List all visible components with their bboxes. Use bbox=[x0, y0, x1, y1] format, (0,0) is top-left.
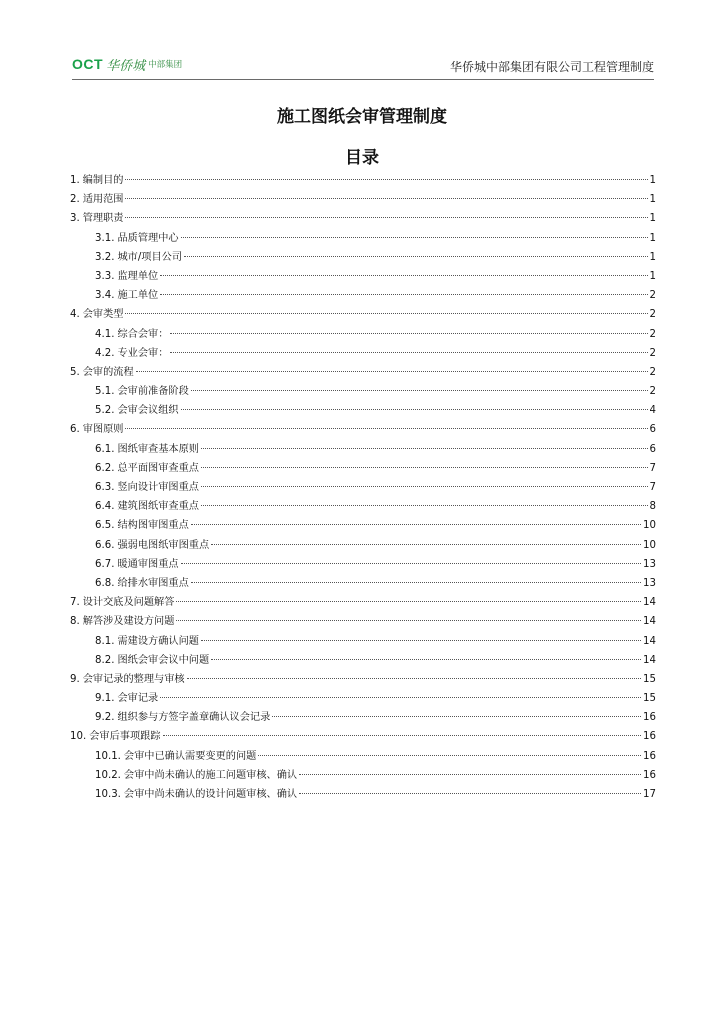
toc-entry[interactable] bbox=[70, 459, 656, 478]
toc-entry-label: 会审记录的整理与审核 bbox=[82, 673, 185, 685]
toc-entry-label: 建筑图纸审查重点 bbox=[117, 501, 199, 513]
toc-entry-label: 总平面图审查重点 bbox=[117, 462, 199, 474]
toc-entry-page: 6 bbox=[649, 424, 656, 436]
toc-dot-leader bbox=[201, 640, 641, 641]
toc-dot-leader bbox=[136, 371, 648, 372]
toc-entry[interactable] bbox=[70, 670, 656, 689]
toc-entry-page: 4 bbox=[649, 405, 656, 417]
toc-entry[interactable] bbox=[70, 766, 656, 785]
toc-entry-page: 1 bbox=[649, 213, 656, 225]
toc-entry-page: 2 bbox=[649, 386, 656, 398]
toc-entry-label: 组织参与方签字盖章确认议会记录 bbox=[117, 712, 271, 724]
toc-entry-number: 8.2. bbox=[95, 654, 115, 666]
toc-dot-leader bbox=[201, 505, 648, 506]
toc-entry-number: 4.2. bbox=[95, 347, 115, 359]
toc-entry-page: 16 bbox=[643, 750, 656, 762]
toc-entry-number: 4.1. bbox=[95, 328, 115, 340]
toc-entry-page: 2 bbox=[649, 290, 656, 302]
toc-entry-page: 15 bbox=[643, 673, 656, 685]
toc-entry-page: 13 bbox=[643, 558, 656, 570]
toc-entry-page: 2 bbox=[649, 366, 656, 378]
toc-entry-number: 6.1. bbox=[95, 443, 115, 455]
toc-entry-label: 会审中已确认需要变更的问题 bbox=[123, 750, 257, 762]
toc-entry-label: 管理职责 bbox=[82, 213, 124, 225]
toc-entry-number: 8. bbox=[70, 616, 80, 628]
toc-entry-page: 2 bbox=[649, 309, 656, 321]
logo-brand-text: 华侨城 bbox=[106, 58, 146, 74]
toc-entry-label: 编制目的 bbox=[82, 175, 124, 186]
toc-entry-number: 10.1. bbox=[95, 750, 121, 762]
toc-entry-label: 品质管理中心 bbox=[117, 232, 179, 244]
toc-entry[interactable] bbox=[70, 689, 656, 708]
toc-entry[interactable] bbox=[70, 440, 656, 459]
toc-entry-label: 施工单位 bbox=[117, 290, 159, 302]
toc-entry-page: 13 bbox=[643, 577, 656, 589]
toc-entry-label: 适用范围 bbox=[82, 194, 124, 206]
toc-entry-page: 7 bbox=[649, 462, 656, 474]
toc-entry[interactable] bbox=[70, 344, 656, 363]
toc-entry-number: 3. bbox=[70, 213, 80, 225]
toc-entry-page: 16 bbox=[643, 769, 656, 781]
toc-entry[interactable] bbox=[70, 727, 656, 746]
toc-entry-number: 10.3. bbox=[95, 789, 121, 800]
page-header bbox=[72, 52, 654, 78]
toc-entry[interactable] bbox=[70, 363, 656, 382]
toc-entry-page: 2 bbox=[649, 328, 656, 340]
toc-dot-leader bbox=[187, 678, 641, 679]
toc-entry-label: 专业会审： bbox=[117, 347, 169, 359]
toc-entry[interactable] bbox=[70, 267, 656, 286]
toc-entry[interactable] bbox=[70, 516, 656, 535]
toc-entry[interactable] bbox=[70, 171, 656, 190]
toc-entry[interactable] bbox=[70, 286, 656, 305]
toc-entry-number: 6. bbox=[70, 424, 80, 436]
toc-dot-leader bbox=[160, 697, 641, 698]
toc-entry-label: 综合会审： bbox=[117, 328, 169, 340]
toc-entry-label: 图纸会审会议中问题 bbox=[117, 654, 210, 666]
toc-dot-leader bbox=[201, 448, 648, 449]
toc-entry-number: 9.2. bbox=[95, 712, 115, 724]
toc-entry-number: 10.2. bbox=[95, 769, 121, 781]
toc-entry-label: 给排水审图重点 bbox=[117, 577, 189, 589]
toc-entry[interactable] bbox=[70, 747, 656, 766]
toc-entry[interactable] bbox=[70, 497, 656, 516]
toc-entry[interactable] bbox=[70, 708, 656, 727]
toc-dot-leader bbox=[181, 237, 648, 238]
toc-entry-number: 7. bbox=[70, 597, 80, 609]
toc-heading: 目录 bbox=[345, 148, 379, 168]
toc-entry-page: 16 bbox=[643, 731, 656, 743]
toc-dot-leader bbox=[163, 735, 642, 736]
toc-entry-number: 6.2. bbox=[95, 462, 115, 474]
toc-entry-number: 4. bbox=[70, 309, 80, 321]
toc-entry-number: 5.1. bbox=[95, 386, 115, 398]
toc-entry[interactable] bbox=[70, 420, 656, 439]
toc-dot-leader bbox=[160, 275, 647, 276]
toc-dot-leader bbox=[125, 217, 647, 218]
toc-entry-page: 10 bbox=[643, 520, 656, 532]
toc-dot-leader bbox=[211, 659, 641, 660]
toc-dot-leader bbox=[201, 486, 648, 487]
toc-entry-page: 1 bbox=[649, 232, 656, 244]
toc-entry-number: 6.6. bbox=[95, 539, 115, 551]
toc-dot-leader bbox=[184, 256, 648, 257]
toc-entry-page: 14 bbox=[643, 616, 656, 628]
table-of-contents bbox=[70, 171, 656, 804]
toc-entry-number: 9. bbox=[70, 673, 80, 685]
document-title: 施工图纸会审管理制度 bbox=[277, 107, 447, 127]
toc-entry-number: 6.3. bbox=[95, 482, 115, 493]
toc-entry-label: 强弱电图纸审图重点 bbox=[117, 539, 210, 551]
toc-entry-label: 会审中尚未确认的设计问题审核、确认 bbox=[123, 789, 298, 800]
toc-entry-label: 需建设方确认问题 bbox=[117, 635, 199, 647]
toc-dot-leader bbox=[201, 467, 648, 468]
toc-entry[interactable] bbox=[70, 536, 656, 555]
toc-entry-label: 会审类型 bbox=[82, 309, 124, 321]
toc-entry-label: 设计交底及问题解答 bbox=[82, 597, 175, 609]
toc-entry[interactable] bbox=[70, 190, 656, 209]
toc-entry[interactable] bbox=[70, 478, 656, 497]
toc-entry[interactable] bbox=[70, 229, 656, 248]
toc-entry-label: 会审前准备阶段 bbox=[117, 386, 189, 398]
toc-entry-page: 1 bbox=[649, 194, 656, 206]
toc-entry-page: 14 bbox=[643, 597, 656, 609]
toc-dot-leader bbox=[125, 198, 647, 199]
toc-entry-label: 会审记录 bbox=[117, 693, 159, 705]
toc-entry[interactable] bbox=[70, 785, 656, 804]
toc-dot-leader bbox=[125, 179, 647, 180]
toc-dot-leader bbox=[181, 563, 641, 564]
toc-dot-leader bbox=[176, 620, 641, 621]
toc-entry[interactable] bbox=[70, 248, 656, 267]
toc-entry-label: 竖向设计审图重点 bbox=[117, 482, 199, 493]
toc-dot-leader bbox=[170, 352, 647, 353]
toc-dot-leader bbox=[191, 524, 641, 525]
toc-dot-leader bbox=[125, 428, 647, 429]
toc-entry-label: 审图原则 bbox=[82, 424, 124, 436]
toc-entry-page: 1 bbox=[649, 175, 656, 186]
toc-entry-page: 1 bbox=[649, 251, 656, 263]
toc-entry[interactable] bbox=[70, 401, 656, 420]
toc-entry-number: 8.1. bbox=[95, 635, 115, 647]
logo-oct-text: OCT bbox=[72, 56, 104, 72]
company-logo bbox=[72, 54, 182, 74]
logo-sub-text: 中部集团 bbox=[148, 60, 183, 70]
toc-entry[interactable] bbox=[70, 209, 656, 228]
toc-entry-number: 9.1. bbox=[95, 693, 115, 705]
toc-entry-number: 3.3. bbox=[95, 270, 115, 282]
toc-dot-leader bbox=[299, 793, 641, 794]
toc-entry-label: 监理单位 bbox=[117, 270, 159, 282]
toc-dot-leader bbox=[181, 409, 648, 410]
toc-entry-number: 10. bbox=[70, 731, 87, 743]
toc-entry-label: 解答涉及建设方问题 bbox=[82, 616, 175, 628]
toc-entry-label: 结构图审图重点 bbox=[117, 520, 189, 532]
toc-entry[interactable] bbox=[70, 574, 656, 593]
toc-entry-label: 城市/项目公司 bbox=[117, 251, 183, 263]
toc-dot-leader bbox=[211, 544, 641, 545]
toc-dot-leader bbox=[191, 390, 648, 391]
toc-entry-number: 5. bbox=[70, 366, 80, 378]
toc-dot-leader bbox=[125, 313, 647, 314]
toc-entry-label: 图纸审查基本原则 bbox=[117, 443, 199, 455]
toc-entry-label: 会审会议组织 bbox=[117, 405, 179, 417]
toc-entry[interactable] bbox=[70, 632, 656, 651]
toc-entry[interactable] bbox=[70, 612, 656, 631]
toc-entry-page: 14 bbox=[643, 654, 656, 666]
toc-dot-leader bbox=[272, 716, 641, 717]
toc-entry-number: 6.4. bbox=[95, 501, 115, 513]
toc-entry[interactable] bbox=[70, 325, 656, 344]
toc-entry-page: 17 bbox=[643, 789, 656, 800]
toc-entry-number: 5.2. bbox=[95, 405, 115, 417]
toc-dot-leader bbox=[299, 774, 641, 775]
toc-entry-number: 3.1. bbox=[95, 232, 115, 244]
toc-entry-page: 10 bbox=[643, 539, 656, 551]
toc-entry[interactable] bbox=[70, 305, 656, 324]
toc-entry-page: 7 bbox=[649, 482, 656, 493]
toc-entry-number: 1. bbox=[70, 175, 80, 186]
toc-entry-page: 2 bbox=[649, 347, 656, 359]
toc-entry-number: 6.5. bbox=[95, 520, 115, 532]
toc-entry-label: 会审的流程 bbox=[82, 366, 134, 378]
company-name: 华侨城中部集团有限公司工程管理制度 bbox=[449, 60, 654, 74]
toc-entry-number: 6.7. bbox=[95, 558, 115, 570]
toc-entry[interactable] bbox=[70, 382, 656, 401]
toc-entry-number: 3.2. bbox=[95, 251, 115, 263]
toc-entry-label: 会审后事项跟踪 bbox=[89, 731, 161, 743]
toc-dot-leader bbox=[176, 601, 641, 602]
header-divider bbox=[72, 79, 654, 80]
toc-dot-leader bbox=[191, 582, 641, 583]
toc-entry-page: 16 bbox=[643, 712, 656, 724]
toc-entry-page: 8 bbox=[649, 501, 656, 513]
toc-entry[interactable] bbox=[70, 593, 656, 612]
toc-dot-leader bbox=[258, 755, 641, 756]
toc-entry-page: 6 bbox=[649, 443, 656, 455]
toc-entry-label: 会审中尚未确认的施工问题审核、确认 bbox=[123, 769, 298, 781]
toc-entry-page: 15 bbox=[643, 693, 656, 705]
toc-entry-number: 2. bbox=[70, 194, 80, 206]
toc-dot-leader bbox=[170, 333, 647, 334]
toc-entry-page: 14 bbox=[643, 635, 656, 647]
toc-entry-label: 暖通审图重点 bbox=[117, 558, 179, 570]
toc-entry-number: 6.8. bbox=[95, 577, 115, 589]
toc-entry[interactable] bbox=[70, 555, 656, 574]
toc-entry[interactable] bbox=[70, 651, 656, 670]
toc-dot-leader bbox=[160, 294, 647, 295]
toc-entry-number: 3.4. bbox=[95, 290, 115, 302]
toc-entry-page: 1 bbox=[649, 270, 656, 282]
